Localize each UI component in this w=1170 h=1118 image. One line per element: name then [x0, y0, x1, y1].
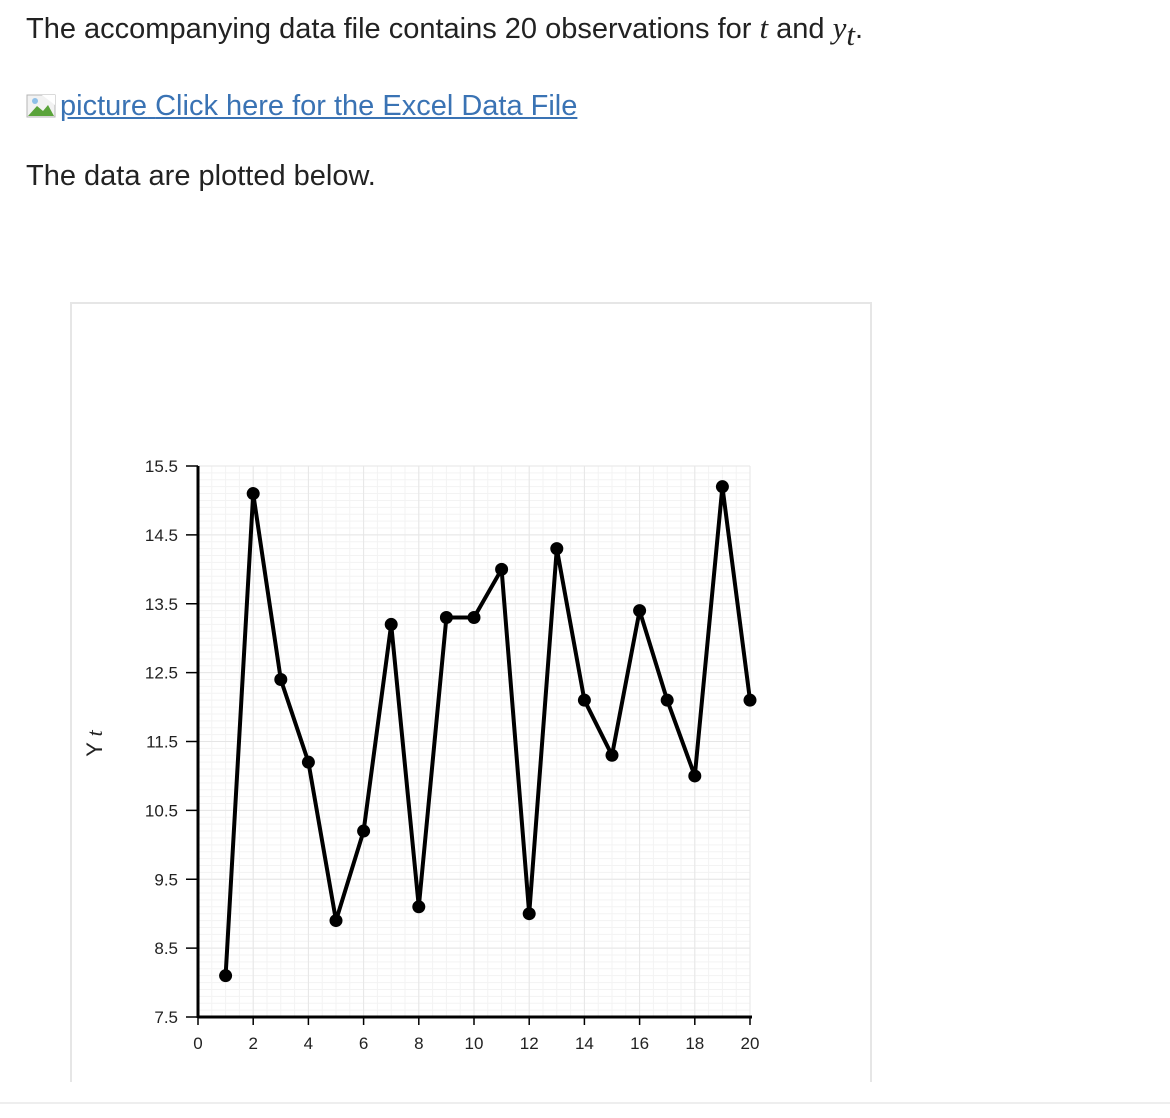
- chart-container: [70, 302, 872, 1082]
- data-point: [247, 487, 260, 500]
- y-tick-label: 13.5: [144, 594, 178, 614]
- y-tick-label: 11.5: [146, 732, 178, 752]
- x-tick-label: 10: [464, 1034, 484, 1053]
- data-point: [495, 563, 508, 576]
- data-point: [385, 618, 398, 631]
- x-tick-label: 8: [414, 1034, 424, 1053]
- line-chart: [72, 304, 870, 1084]
- y-tick-label: 12.5: [144, 663, 178, 683]
- data-point: [550, 542, 563, 555]
- y-tick-label: 10.5: [144, 801, 178, 821]
- data-point: [744, 694, 757, 707]
- data-point: [468, 611, 481, 624]
- x-tick-label: 14: [574, 1034, 594, 1053]
- excel-link-label: Click here for the Excel Data File: [155, 90, 578, 122]
- data-point: [688, 769, 701, 782]
- y-axis-label-main: Y: [82, 736, 107, 757]
- variable-y: y: [832, 10, 847, 45]
- x-tick-label: 6: [358, 1034, 369, 1053]
- x-tick-label: 0: [193, 1034, 203, 1053]
- y-tick-label: 7.5: [154, 1008, 178, 1027]
- y-axis-label-sub: t: [82, 730, 107, 737]
- y-tick-label: 15.5: [144, 457, 178, 476]
- data-point: [357, 825, 370, 838]
- plotted-description: The data are plotted below.: [26, 160, 376, 192]
- footer-divider: [0, 1102, 1170, 1104]
- broken-image-icon: [26, 91, 58, 121]
- data-point: [523, 907, 536, 920]
- intro-text: The accompanying data file contains 20 observations for t and $y_t$.: [26, 10, 864, 52]
- data-point: [661, 694, 674, 707]
- data-point: [578, 694, 591, 707]
- data-point: [633, 604, 646, 617]
- data-point: [219, 969, 232, 982]
- image-alt-text: picture: [60, 90, 148, 122]
- data-point: [274, 673, 287, 686]
- excel-data-file-link[interactable]: [26, 86, 577, 126]
- y-tick-label: 14.5: [144, 525, 178, 545]
- x-tick-label: 2: [248, 1034, 258, 1053]
- data-point: [302, 756, 315, 769]
- x-tick-label: 12: [519, 1034, 539, 1053]
- data-point: [716, 480, 729, 493]
- y-axis-label: [82, 729, 107, 756]
- data-point: [412, 900, 425, 913]
- data-point: [330, 914, 343, 927]
- x-tick-label: 16: [630, 1034, 650, 1053]
- data-point: [606, 749, 619, 762]
- x-tick-label: 18: [685, 1034, 705, 1053]
- y-tick-label: 9.5: [154, 870, 178, 890]
- data-point: [440, 611, 453, 624]
- y-tick-label: 8.5: [154, 939, 178, 959]
- x-tick-label: 4: [303, 1034, 314, 1053]
- variable-t: t: [759, 10, 769, 45]
- x-tick-label: 20: [740, 1034, 760, 1053]
